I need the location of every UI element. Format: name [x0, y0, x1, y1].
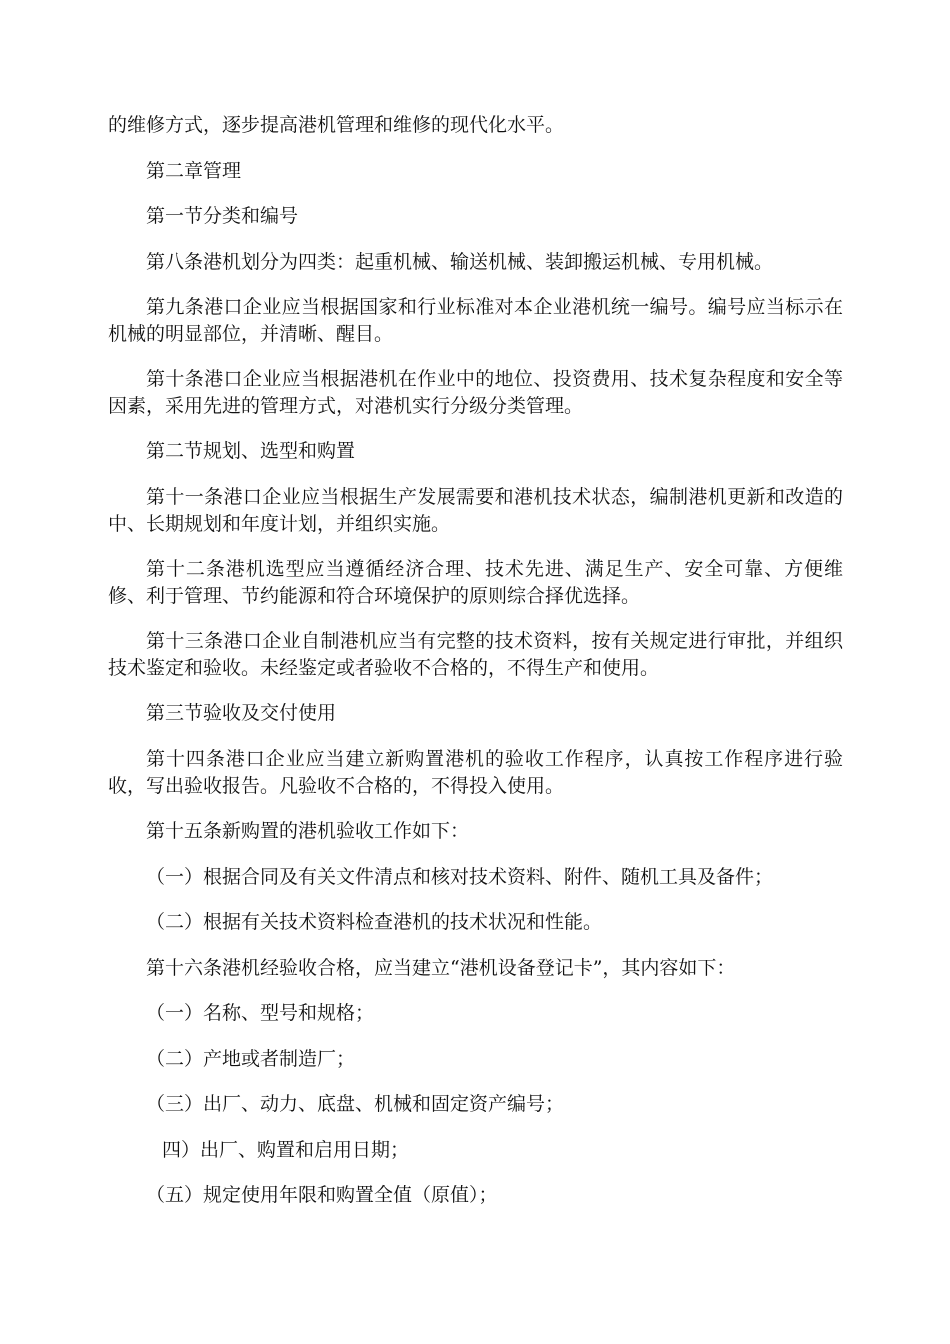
article-9: 第九条港口企业应当根据国家和行业标准对本企业港机统一编号。编号应当标示在机械的明显部位，并清晰、醒目。 — [108, 296, 843, 345]
paragraph-continuation: 的维修方式，逐步提高港机管理和维修的现代化水平。 — [108, 114, 565, 136]
list-item: （一）名称、型号和规格； — [146, 1002, 375, 1024]
list-item: （三）出厂、动力、底盘、机械和固定资产编号； — [146, 1093, 565, 1115]
article-13: 第十三条港口企业自制港机应当有完整的技术资料，按有关规定进行审批，并组织技术鉴定和验收。未经鉴定或者验收不合格的，不得生产和使用。 — [108, 630, 843, 679]
list-item: 四）出厂、购置和启用日期； — [162, 1139, 410, 1161]
section-heading: 第三节验收及交付使用 — [146, 702, 337, 724]
list-item: （一）根据合同及有关文件清点和核对技术资料、附件、随机工具及备件； — [146, 866, 774, 888]
section-heading: 第二节规划、选型和购置 — [146, 440, 356, 462]
list-item: （二）产地或者制造厂； — [146, 1048, 356, 1070]
article-12: 第十二条港机选型应当遵循经济合理、技术先进、满足生产、安全可靠、方便维修、利于管理、节约能源和符合环境保护的原则综合择优选择。 — [108, 558, 843, 607]
article-11: 第十一条港口企业应当根据生产发展需要和港机技术状态，编制港机更新和改造的中、长期规划和年度计划，并组织实施。 — [108, 486, 843, 535]
article-14: 第十四条港口企业应当建立新购置港机的验收工作程序，认真按工作程序进行验收，写出验收报告。凡验收不合格的，不得投入使用。 — [108, 748, 843, 797]
chapter-heading: 第二章管理 — [146, 160, 242, 182]
list-item: （二）根据有关技术资料检查港机的技术状况和性能。 — [146, 911, 603, 933]
article-16: 第十六条港机经验收合格，应当建立“港机设备登记卡”，其内容如下： — [146, 957, 736, 979]
article-15: 第十五条新购置的港机验收工作如下： — [146, 820, 470, 842]
list-item: （五）规定使用年限和购置全值（原值）； — [146, 1184, 498, 1206]
article-10: 第十条港口企业应当根据港机在作业中的地位、投资费用、技术复杂程度和安全等因素，采用先进的管理方式，对港机实行分级分类管理。 — [108, 368, 843, 417]
section-heading: 第一节分类和编号 — [146, 205, 299, 227]
article-8: 第八条港机划分为四类：起重机械、输送机械、装卸搬运机械、专用机械。 — [146, 251, 774, 273]
